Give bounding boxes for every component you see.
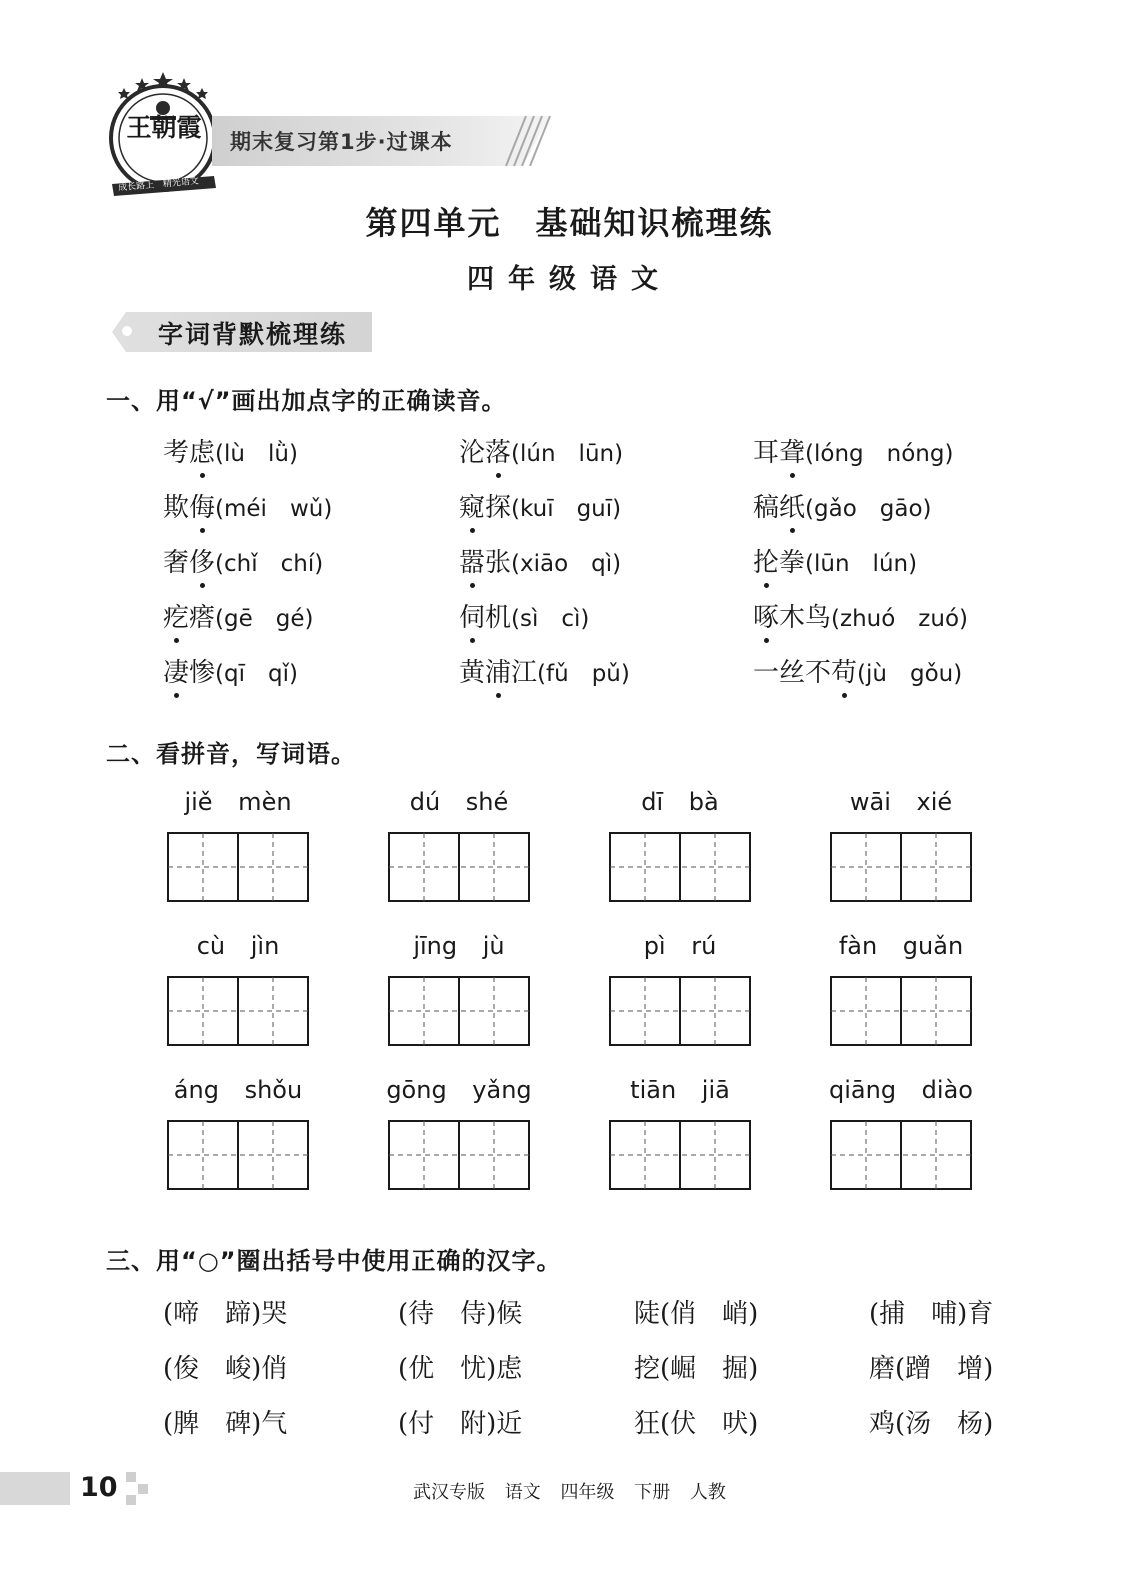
- character-choice-item[interactable]: 鸡(汤 杨): [869, 1409, 994, 1439]
- page-subtitle: 四年级语文: [467, 264, 672, 295]
- pinyin-options[interactable]: (sì cì): [511, 606, 590, 632]
- word-prefix: 奢: [163, 548, 190, 578]
- page-number: 10: [80, 1472, 118, 1503]
- pinyin-options[interactable]: (zhuó zuó): [831, 606, 968, 632]
- step-label: 期末复习第1步·过课本: [230, 130, 453, 154]
- pinyin-label: cù jìn: [196, 932, 280, 960]
- emphasized-character: 疙: [163, 597, 189, 634]
- footer-info: 武汉专版 语文 四年级 下册 人教: [413, 1482, 726, 1503]
- word-prefix: 稿: [753, 493, 780, 523]
- word-suffix: 木鸟: [779, 603, 832, 633]
- writing-grid[interactable]: [830, 832, 972, 902]
- word-prefix: 一丝不: [753, 658, 832, 688]
- character-choice-item[interactable]: 狂(伏 吠): [634, 1409, 759, 1439]
- pronunciation-item: [753, 542, 917, 579]
- writing-grid[interactable]: [609, 976, 751, 1046]
- emphasized-character: 嚣: [459, 542, 485, 579]
- pronunciation-item: [163, 652, 298, 689]
- page-title: 第四单元 基础知识梳理练: [365, 204, 774, 242]
- emphasized-character: 啄: [753, 597, 779, 634]
- word-suffix: 张: [485, 548, 512, 578]
- writing-grid[interactable]: [609, 832, 751, 902]
- pinyin-label: jīng jù: [413, 932, 505, 960]
- pinyin-options[interactable]: (chǐ chí): [215, 551, 324, 577]
- writing-grid[interactable]: [167, 832, 309, 902]
- pinyin-label: gōng yǎng: [386, 1076, 532, 1104]
- writing-grid[interactable]: [167, 976, 309, 1046]
- character-choice-item[interactable]: (啼 蹄)哭: [163, 1299, 288, 1329]
- emphasized-character: 侮: [189, 487, 215, 524]
- writing-grid[interactable]: [388, 832, 530, 902]
- emphasized-character: 浦: [485, 652, 511, 689]
- word-suffix: 瘩: [189, 603, 216, 633]
- word-prefix: 考: [163, 438, 190, 468]
- pinyin-label: jiě mèn: [184, 788, 292, 816]
- character-choice-item[interactable]: 陡(俏 峭): [634, 1299, 759, 1329]
- pinyin-options[interactable]: (xiāo qì): [511, 551, 622, 577]
- character-choice-item[interactable]: (捕 哺)育: [869, 1299, 994, 1329]
- word-suffix: 江: [511, 658, 538, 688]
- pronunciation-item: [459, 542, 621, 579]
- pinyin-options[interactable]: (jù gǒu): [857, 661, 963, 687]
- word-prefix: 沦: [459, 438, 486, 468]
- word-prefix: 欺: [163, 493, 190, 523]
- writing-grid[interactable]: [167, 1120, 309, 1190]
- pronunciation-item: [753, 597, 968, 634]
- section-tag-label: 字词背默梳理练: [158, 320, 348, 349]
- character-choice-item[interactable]: (付 附)近: [398, 1409, 523, 1439]
- section-tag-hole-icon: [122, 326, 132, 336]
- emphasized-character: 窥: [459, 487, 485, 524]
- pronunciation-item: [753, 652, 962, 689]
- pinyin-label: dī bà: [641, 788, 719, 816]
- pinyin-options[interactable]: (gē gé): [215, 606, 314, 632]
- pinyin-label: pì rú: [643, 932, 717, 960]
- writing-grid[interactable]: [609, 1120, 751, 1190]
- pinyin-options[interactable]: (qī qǐ): [215, 661, 298, 687]
- pronunciation-item: [459, 432, 623, 469]
- word-suffix: 机: [485, 603, 512, 633]
- writing-grid[interactable]: [388, 1120, 530, 1190]
- character-choice-item[interactable]: (优 忧)虑: [398, 1354, 523, 1384]
- pinyin-options[interactable]: (lūn lún): [805, 551, 918, 577]
- emphasized-character: 凄: [163, 652, 189, 689]
- word-prefix: 耳: [753, 438, 780, 468]
- emphasized-character: 侈: [189, 542, 215, 579]
- pinyin-options[interactable]: (fǔ pǔ): [537, 661, 630, 687]
- pinyin-label: wāi xié: [849, 788, 953, 816]
- character-choice-item[interactable]: (俊 峻)俏: [163, 1354, 288, 1384]
- word-prefix: 黄: [459, 658, 486, 688]
- pronunciation-item: [163, 597, 313, 634]
- question-3-title: 三、用“○”圈出括号中使用正确的汉字。: [106, 1247, 562, 1275]
- question-2-title: 二、看拼音，写词语。: [106, 740, 356, 768]
- pinyin-label: dú shé: [409, 788, 509, 816]
- pinyin-options[interactable]: (méi wǔ): [215, 496, 333, 522]
- header-stripes: [492, 116, 552, 166]
- word-suffix: 探: [485, 493, 512, 523]
- pronunciation-item: [459, 597, 589, 634]
- emphasized-character: 虑: [189, 432, 215, 469]
- emphasized-character: 聋: [779, 432, 805, 469]
- logo-ribbon-text: 成长路上 精光语文: [117, 176, 200, 194]
- character-choice-item[interactable]: (待 侍)候: [398, 1299, 523, 1329]
- logo-brand-name: 王朝霞: [126, 113, 202, 142]
- pronunciation-item: [163, 542, 323, 579]
- word-suffix: 拳: [779, 548, 806, 578]
- pronunciation-item: [459, 487, 621, 524]
- pinyin-options[interactable]: (lún lūn): [511, 441, 624, 467]
- emphasized-character: 伺: [459, 597, 485, 634]
- pronunciation-item: [163, 432, 298, 469]
- emphasized-character: 苟: [831, 652, 857, 689]
- writing-grid[interactable]: [830, 1120, 972, 1190]
- pinyin-options[interactable]: (lóng nóng): [805, 441, 954, 467]
- character-choice-item[interactable]: 挖(崛 掘): [634, 1354, 759, 1384]
- character-choice-item[interactable]: (脾 碑)气: [163, 1409, 288, 1439]
- pronunciation-item: [753, 432, 953, 469]
- pinyin-label: tiān jiā: [630, 1076, 730, 1104]
- pronunciation-item: [459, 652, 630, 689]
- pronunciation-item: [163, 487, 332, 524]
- pinyin-label: fàn guǎn: [838, 932, 964, 960]
- emphasized-character: 落: [485, 432, 511, 469]
- word-suffix: 惨: [189, 658, 216, 688]
- question-1-title: 一、用“√”画出加点字的正确读音。: [106, 387, 507, 415]
- character-choice-item[interactable]: 磨(蹭 增): [869, 1354, 994, 1384]
- emphasized-character: 抡: [753, 542, 779, 579]
- pinyin-options[interactable]: (kuī guī): [511, 496, 622, 522]
- emphasized-character: 纸: [779, 487, 805, 524]
- writing-grid[interactable]: [830, 976, 972, 1046]
- pinyin-label: qiāng diào: [829, 1076, 973, 1104]
- pronunciation-item: [753, 487, 932, 524]
- pinyin-options[interactable]: (gǎo gāo): [805, 496, 932, 522]
- pinyin-options[interactable]: (lù lǜ): [215, 441, 298, 467]
- pinyin-label: áng shǒu: [173, 1076, 303, 1104]
- writing-grid[interactable]: [388, 976, 530, 1046]
